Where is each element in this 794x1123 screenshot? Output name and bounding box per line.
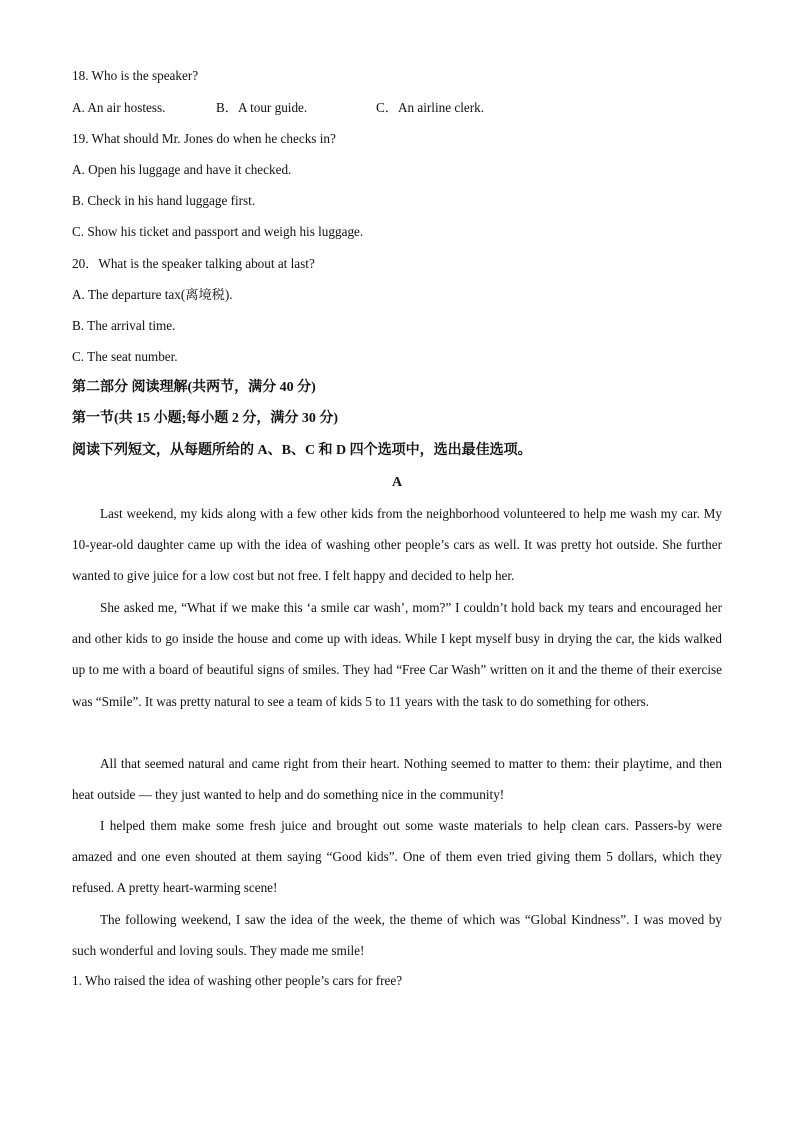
q18-option-b: B．A tour guide. bbox=[216, 100, 308, 115]
passage-paragraph-5: The following weekend, I saw the idea of the week, the theme of which was “Global Kindness”. I was moved by such wonderful and loving souls. They made me smile! bbox=[72, 912, 722, 959]
q20-option-b: B. The arrival time. bbox=[72, 318, 176, 333]
question-19: 19. What should Mr. Jones do when he checks in? bbox=[72, 131, 336, 146]
subsection-title: 第一节(共 15 小题;每小题 2 分，满分 30 分) bbox=[72, 411, 338, 426]
passage-paragraph-2: She asked me, “What if we make this ‘a smile car wash’, mom?” I couldn’t hold back my tears and encouraged her and other kids to go inside the house and come up with ideas. While I kept myself busy in drying the car, the kids walked up to me with a board of beautiful signs of smiles. They had “Free Car Wash” written on it and the theme of their exercise was “Smile”. It was pretty natural to see a team of kids 5 to 11 years with the task to do something for others. bbox=[72, 600, 722, 709]
q19-option-c: C. Show his ticket and passport and weigh his luggage. bbox=[72, 224, 364, 239]
q18-option-a: A. An air hostess. bbox=[72, 100, 166, 115]
question-18: 18. Who is the speaker? bbox=[72, 68, 199, 83]
q19-option-b: B. Check in his hand luggage first. bbox=[72, 193, 256, 208]
passage-paragraph-1: Last weekend, my kids along with a few other kids from the neighborhood volunteered to help me wash my car. My 10-year-old daughter came up with the idea of washing other people’s cars as well. It was pretty hot outside. She further wanted to give juice for a low cost but not free. I felt happy and decided to help her. bbox=[72, 506, 722, 584]
instruction: 阅读下列短文，从每题所给的 A、B、C 和 D 四个选项中，选出最佳选项。 bbox=[72, 443, 532, 458]
q19-option-a: A. Open his luggage and have it checked. bbox=[72, 162, 292, 177]
question-1: 1. Who raised the idea of washing other people’s cars for free? bbox=[72, 973, 403, 988]
q20-option-c: C. The seat number. bbox=[72, 349, 178, 364]
q20-option-a: A. The departure tax(离境税). bbox=[72, 287, 233, 302]
passage-label: A bbox=[391, 475, 403, 490]
passage-paragraph-3: All that seemed natural and came right from their heart. Nothing seemed to matter to them: their playtime, and then heat outside — they just wanted to help and do something nice in the community! bbox=[72, 756, 722, 803]
question-20: 20．What is the speaker talking about at last? bbox=[72, 256, 315, 271]
passage-paragraph-4: I helped them make some fresh juice and brought out some waste materials to help clean cars. Passers-by were amazed and one even shouted at them saying “Good kids”. One of them even tried giving them 5 dollars, which they refused. A pretty heart-warming scene! bbox=[72, 818, 722, 896]
q18-option-c: C．An airline clerk. bbox=[376, 100, 485, 115]
part-title: 第二部分 阅读理解(共两节，满分 40 分) bbox=[72, 380, 316, 395]
